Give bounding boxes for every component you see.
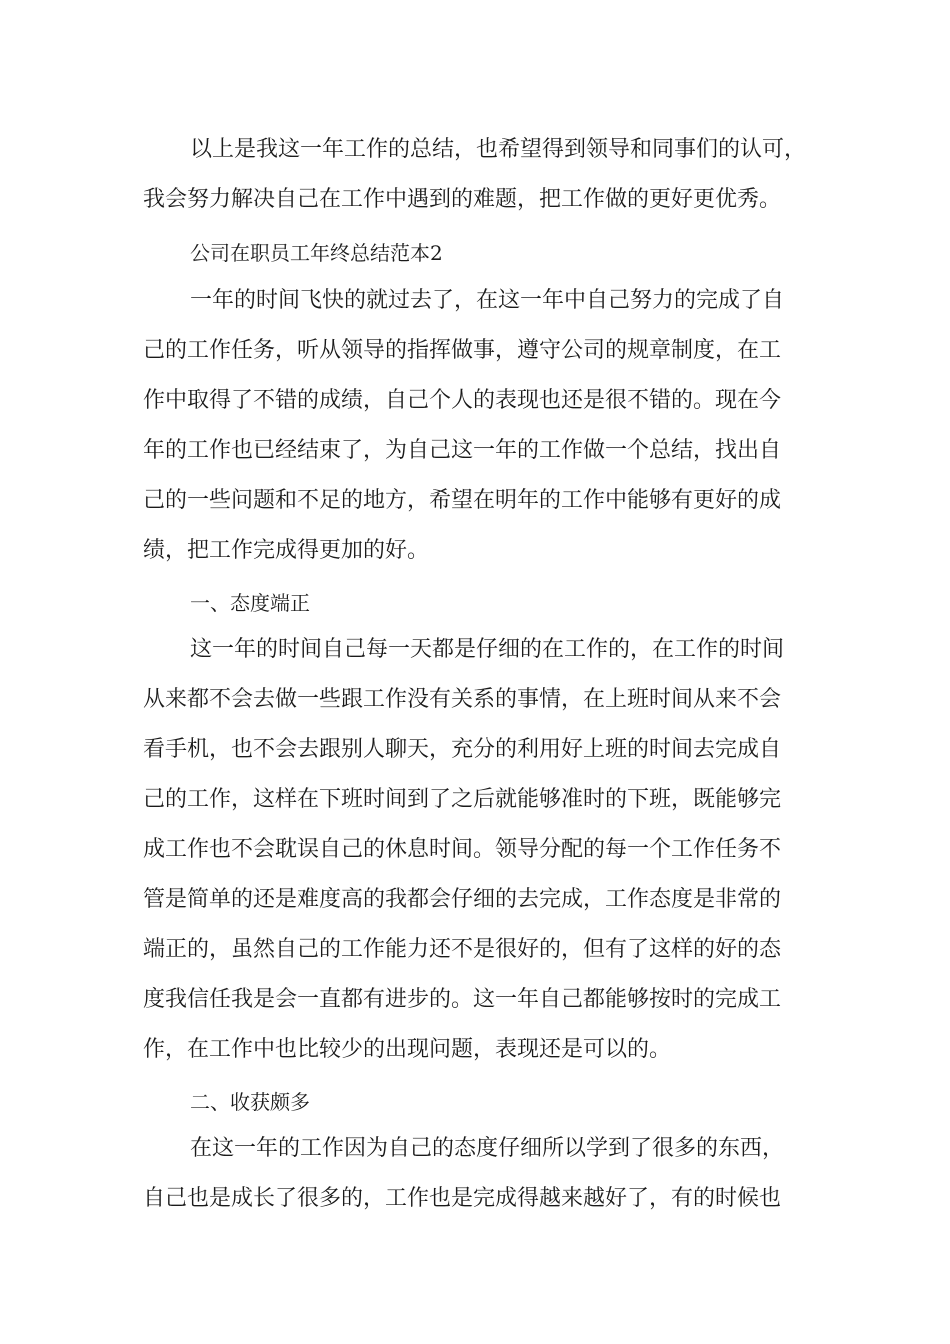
- paragraph-line: 从来都不会去做一些跟工作没有关系的事情，在上班时间从来不会: [143, 687, 782, 712]
- paragraph-line: 端正的，虽然自己的工作能力还不是很好的，但有了这样的好的态: [143, 937, 782, 962]
- paragraph-line: 我会努力解决自己在工作中遇到的难题，把工作做的更好更优秀。: [143, 187, 782, 212]
- paragraph-line: 作，在工作中也比较少的出现问题，表现还是可以的。: [143, 1037, 672, 1062]
- section-heading: 一、态度端正: [190, 591, 310, 615]
- paragraph-line: 度我信任我是会一直都有进步的。这一年自己都能够按时的完成工: [143, 987, 782, 1012]
- paragraph-line: 成工作也不会耽误自己的休息时间。领导分配的每一个工作任务不: [143, 837, 782, 862]
- paragraph-line: 看手机，也不会去跟别人聊天，充分的利用好上班的时间去完成自: [143, 737, 782, 762]
- document-subtitle: 公司在职员工年终总结范本2: [190, 241, 443, 265]
- paragraph-line: 自己也是成长了很多的，工作也是完成得越来越好了，有的时候也: [143, 1186, 782, 1211]
- paragraph-line: 以上是我这一年工作的总结，也希望得到领导和同事们的认可，: [190, 137, 807, 162]
- paragraph-line: 一年的时间飞快的就过去了，在这一年中自己努力的完成了自: [190, 288, 785, 313]
- paragraph-line: 管是简单的还是难度高的我都会仔细的去完成，工作态度是非常的: [143, 887, 782, 912]
- paragraph-line: 这一年的时间自己每一天都是仔细的在工作的，在工作的时间: [190, 637, 785, 662]
- paragraph-line: 在这一年的工作因为自己的态度仔细所以学到了很多的东西，: [190, 1136, 785, 1161]
- paragraph-line: 己的工作任务，听从领导的指挥做事，遵守公司的规章制度，在工: [143, 338, 782, 363]
- paragraph-line: 年的工作也已经结束了，为自己这一年的工作做一个总结，找出自: [143, 438, 782, 463]
- section-heading: 二、收获颇多: [190, 1090, 310, 1114]
- paragraph-line: 己的一些问题和不足的地方，希望在明年的工作中能够有更好的成: [143, 488, 782, 513]
- paragraph-line: 己的工作，这样在下班时间到了之后就能够准时的下班，既能够完: [143, 787, 782, 812]
- paragraph-line: 作中取得了不错的成绩，自己个人的表现也还是很不错的。现在今: [143, 388, 782, 413]
- paragraph-line: 绩，把工作完成得更加的好。: [143, 538, 430, 563]
